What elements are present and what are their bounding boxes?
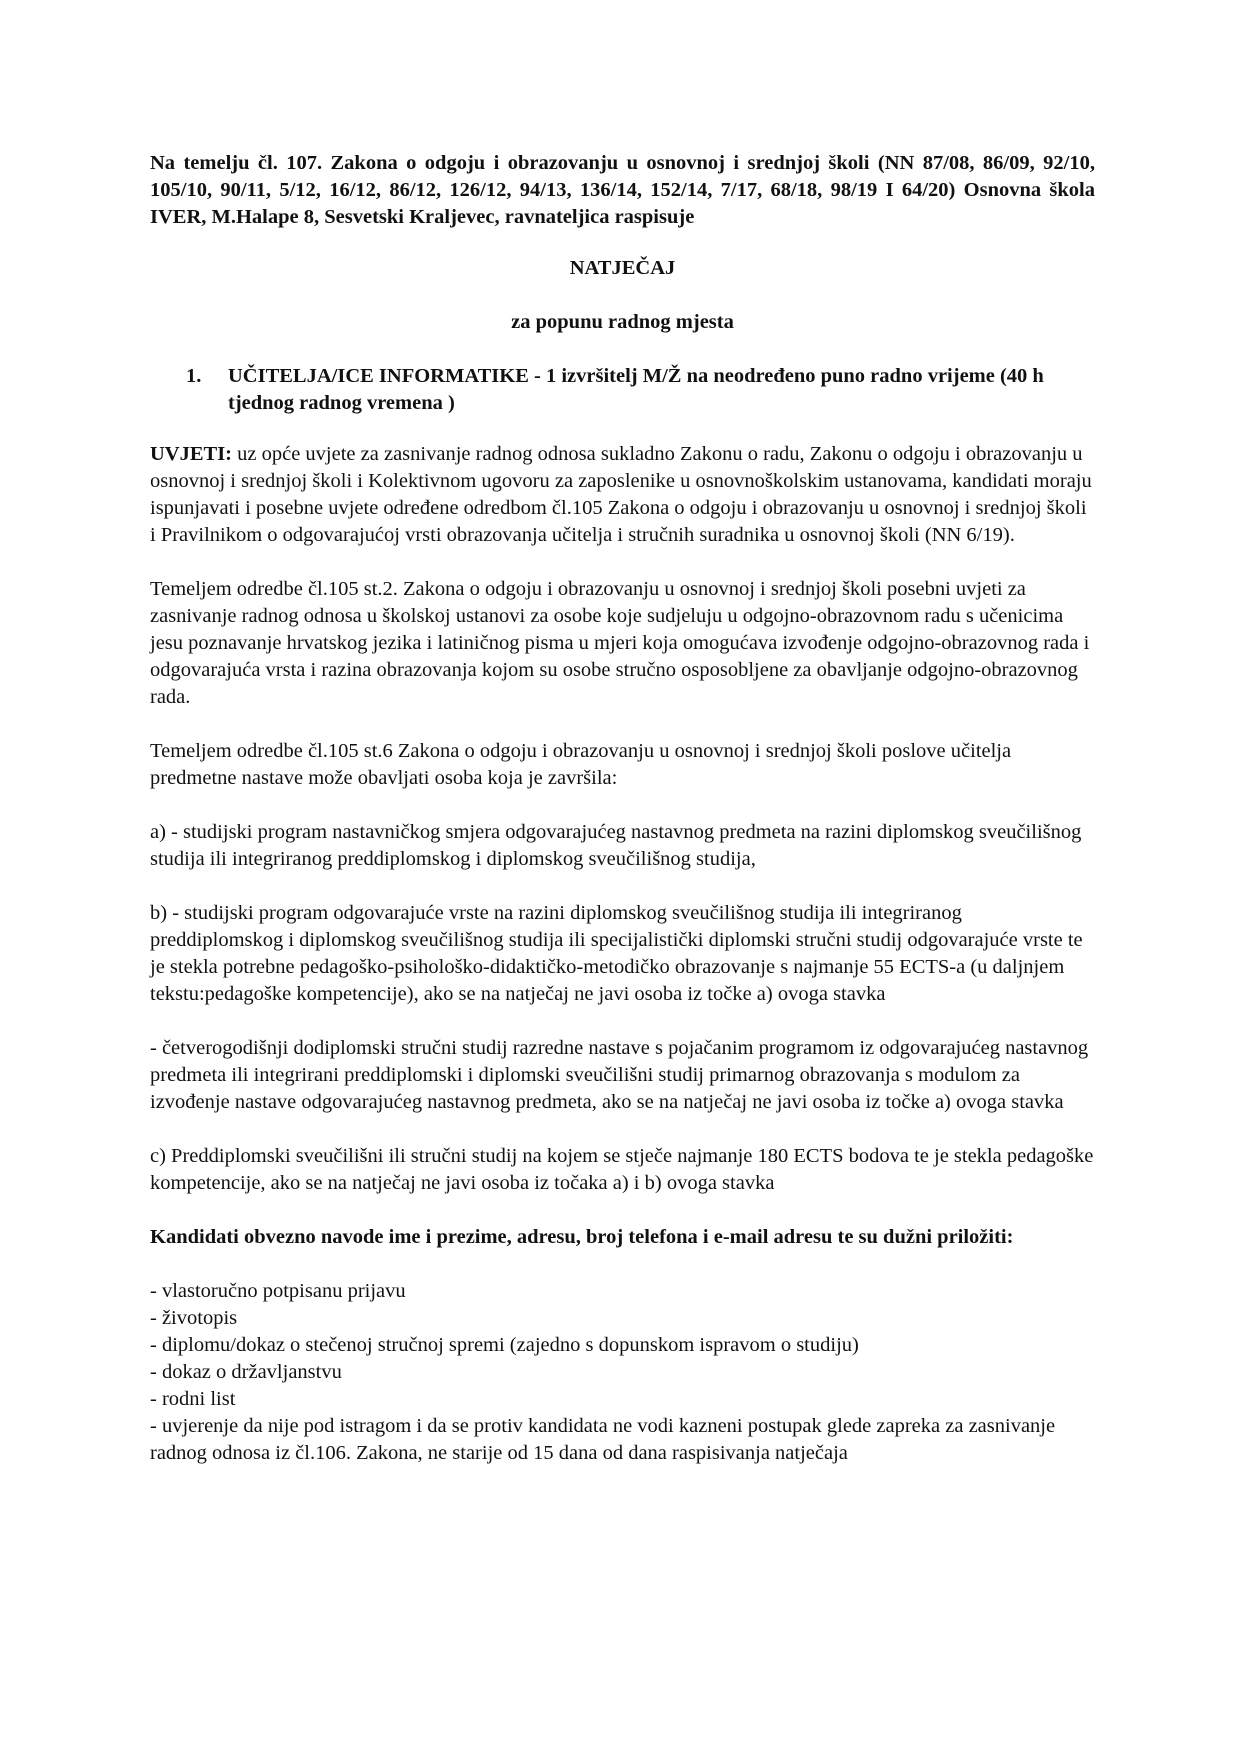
documents-heading: Kandidati obvezno navode ime i prezime, adresu, broj telefona i e-mail adresu te su dužni priložiti: [150,1226,1014,1248]
list-item: - dokaz o državljanstvu [150,1361,342,1383]
intro-paragraph: Na temelju čl. 107. Zakona o odgoju i obrazovanju u osnovnoj i srednjoj školi (NN 87/08, 86/09, 92/10, 105/10, 90/11, 5/12, 16/12, 86/12, 126/12, 94/13, 136/14, 152/14, 7/17, 68/18, 98/19 I 64/20) Osnovna škola IVER, M.Halape 8, Sesvetski Kraljevec, ravnateljica raspisuje [150,152,1095,228]
paragraph-option-a: a) - studijski program nastavničkog smjera odgovarajućeg nastavnog predmeta na razini diplomskog sveučilišnog studija ili integriranog preddiplomskog i diplomskog sveučilišnog studija, [150,821,1082,870]
paragraph-subject-teacher: Temeljem odredbe čl.105 st.6 Zakona o odgoju i obrazovanju u osnovnoj i srednjoj školi poslove učitelja predmetne nastave može obavljati osoba koja je završila: [150,740,1012,789]
documents-list [150,1278,1095,1467]
conditions-label: UVJETI: [150,443,233,465]
document-subtitle: za popunu radnog mjesta [511,311,734,333]
paragraph-option-c: c) Preddiplomski sveučilišni ili stručni studij na kojem se stječe najmanje 180 ECTS bodova te je stekla pedagoške kompetencije, ako se na natječaj ne javi osoba iz točaka a) i b) ovoga stavka [150,1145,1094,1194]
list-item: - rodni list [150,1388,236,1410]
document-title: NATJEČAJ [569,257,676,279]
paragraph-option-b: b) - studijski program odgovarajuće vrste na razini diplomskog sveučilišnog studija ili integriranog preddiplomskog i diplomskog sveučilišnog studija ili specijalistički diplomski stručni studij odgovarajuće vrste te je stekla potrebne pedagoško-psihološko-didaktičko-metodičko obrazovanje s najmanje 55 ECTS-a (u daljnjem tekstu:pedagoške kompetencije), ako se na natječaj ne javi osoba iz točke a) ovoga stavka [150,902,1083,1005]
position-text: UČITELJA/ICE INFORMATIKE - 1 izvršitelj M/Ž na neodređeno puno radno vrijeme (40 h tjednog radnog vremena ) [228,365,1044,414]
list-item: - vlastoručno potpisanu prijavu [150,1280,406,1302]
paragraph-special-conditions: Temeljem odredbe čl.105 st.2. Zakona o odgoju i obrazovanju u osnovnoj i srednjoj školi posebni uvjeti za zasnivanje radnog odnosa u školskoj ustanovi za osobe koje sudjeluju u odgojno-obrazovnom radu s učenicima jesu poznavanje hrvatskog jezika i latiničnog pisma u mjeri koja omogućava izvođenje odgojno-obrazovnog rada i odgovarajuća vrsta i razina obrazovanja kojom su osobe stručno osposobljene za obavljanje odgojno-obrazovnog rada. [150,578,1090,708]
position-item [150,363,1095,417]
document-page [150,150,1095,1467]
conditions-paragraph [150,441,1095,549]
list-item: - diplomu/dokaz o stečenoj stručnoj spremi (zajedno s dopunskom ispravom o studiju) [150,1334,859,1356]
list-item: - uvjerenje da nije pod istragom i da se protiv kandidata ne vodi kazneni postupak glede zapreka za zasnivanje radnog odnosa iz čl.106. Zakona, ne starije od 15 dana od dana raspisivanja natječaja [150,1415,1056,1464]
position-number: 1. [186,365,202,387]
paragraph-option-b-alt: - četverogodišnji dodiplomski stručni studij razredne nastave s pojačanim programom iz odgovarajućeg nastavnog predmeta ili integrirani preddiplomski i diplomski sveučilišni studij primarnog obrazovanja s modulom za izvođenje nastave odgovarajućeg nastavnog predmeta, ako se na natječaj ne javi osoba iz točke a) ovoga stavka [150,1037,1089,1113]
conditions-text: uz opće uvjete za zasnivanje radnog odnosa sukladno Zakonu o radu, Zakonu o odgoju i obrazovanju u osnovnoj i srednjoj školi i Kolektivnom ugovoru za zaposlenike u osnovnoškolskim ustanovama, kandidati moraju ispunjavati i posebne uvjete određene odredbom čl.105 Zakona o odgoju i obrazovanju u osnovnoj i srednjoj školi i Pravilnikom o odgovarajućoj vrsti obrazovanja učitelja i stručnih suradnika u osnovnoj školi (NN 6/19). [150,443,1092,546]
list-item: - životopis [150,1307,238,1329]
